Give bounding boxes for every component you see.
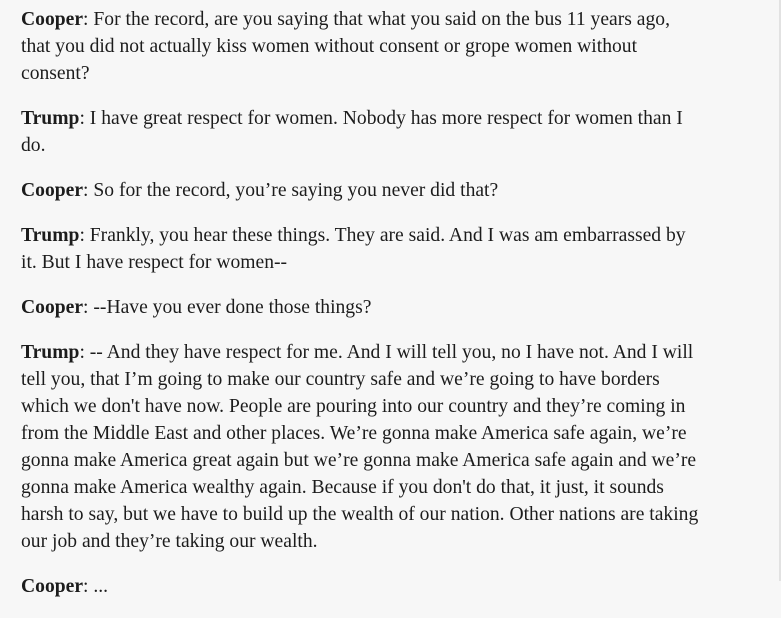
transcript-entry-partial bbox=[21, 573, 701, 600]
transcript-entry bbox=[21, 294, 701, 321]
speaker-name: Trump bbox=[21, 108, 80, 129]
speaker-name: Cooper bbox=[21, 9, 84, 30]
transcript-entry bbox=[21, 177, 701, 204]
spoken-text: : Frankly, you hear these things. They are said. And I was am embarrassed by it. But I have respect for women-- bbox=[21, 225, 686, 273]
transcript-entry bbox=[21, 339, 701, 555]
transcript-entry bbox=[21, 105, 701, 159]
transcript-entry bbox=[21, 6, 701, 87]
speaker-name: Cooper bbox=[21, 297, 84, 318]
speaker-name: Trump bbox=[21, 342, 80, 363]
spoken-text: : -- And they have respect for me. And I will tell you, no I have not. And I will tell you, that I’m going to make our country safe and we’re going to have borders which we don't have now. People are pouring into our country and they’re coming in from the Middle East and other places. We’re gonna make America safe again, we’re gonna make America great again but we’re gonna make America safe again and we’re gonna make America wealthy again. Because if you don't do that, it just, it sounds harsh to say, but we have to build up the wealth of our nation. Other nations are taking our job and they’re taking our wealth. bbox=[21, 342, 699, 552]
speaker-name: Cooper bbox=[21, 180, 84, 201]
spoken-text: : I have great respect for women. Nobody has more respect for women than I do. bbox=[21, 108, 683, 156]
spoken-text: : ... bbox=[83, 576, 109, 597]
transcript-entry bbox=[21, 222, 701, 276]
spoken-text: : For the record, are you saying that what you said on the bus 11 years ago, that you did not actually kiss women without consent or grope women without consent? bbox=[21, 9, 670, 84]
debate-transcript bbox=[21, 6, 701, 618]
spoken-text: : --Have you ever done those things? bbox=[83, 297, 372, 318]
spoken-text: : So for the record, you’re saying you never did that? bbox=[83, 180, 499, 201]
speaker-name: Cooper bbox=[21, 576, 84, 597]
speaker-name: Trump bbox=[21, 225, 80, 246]
